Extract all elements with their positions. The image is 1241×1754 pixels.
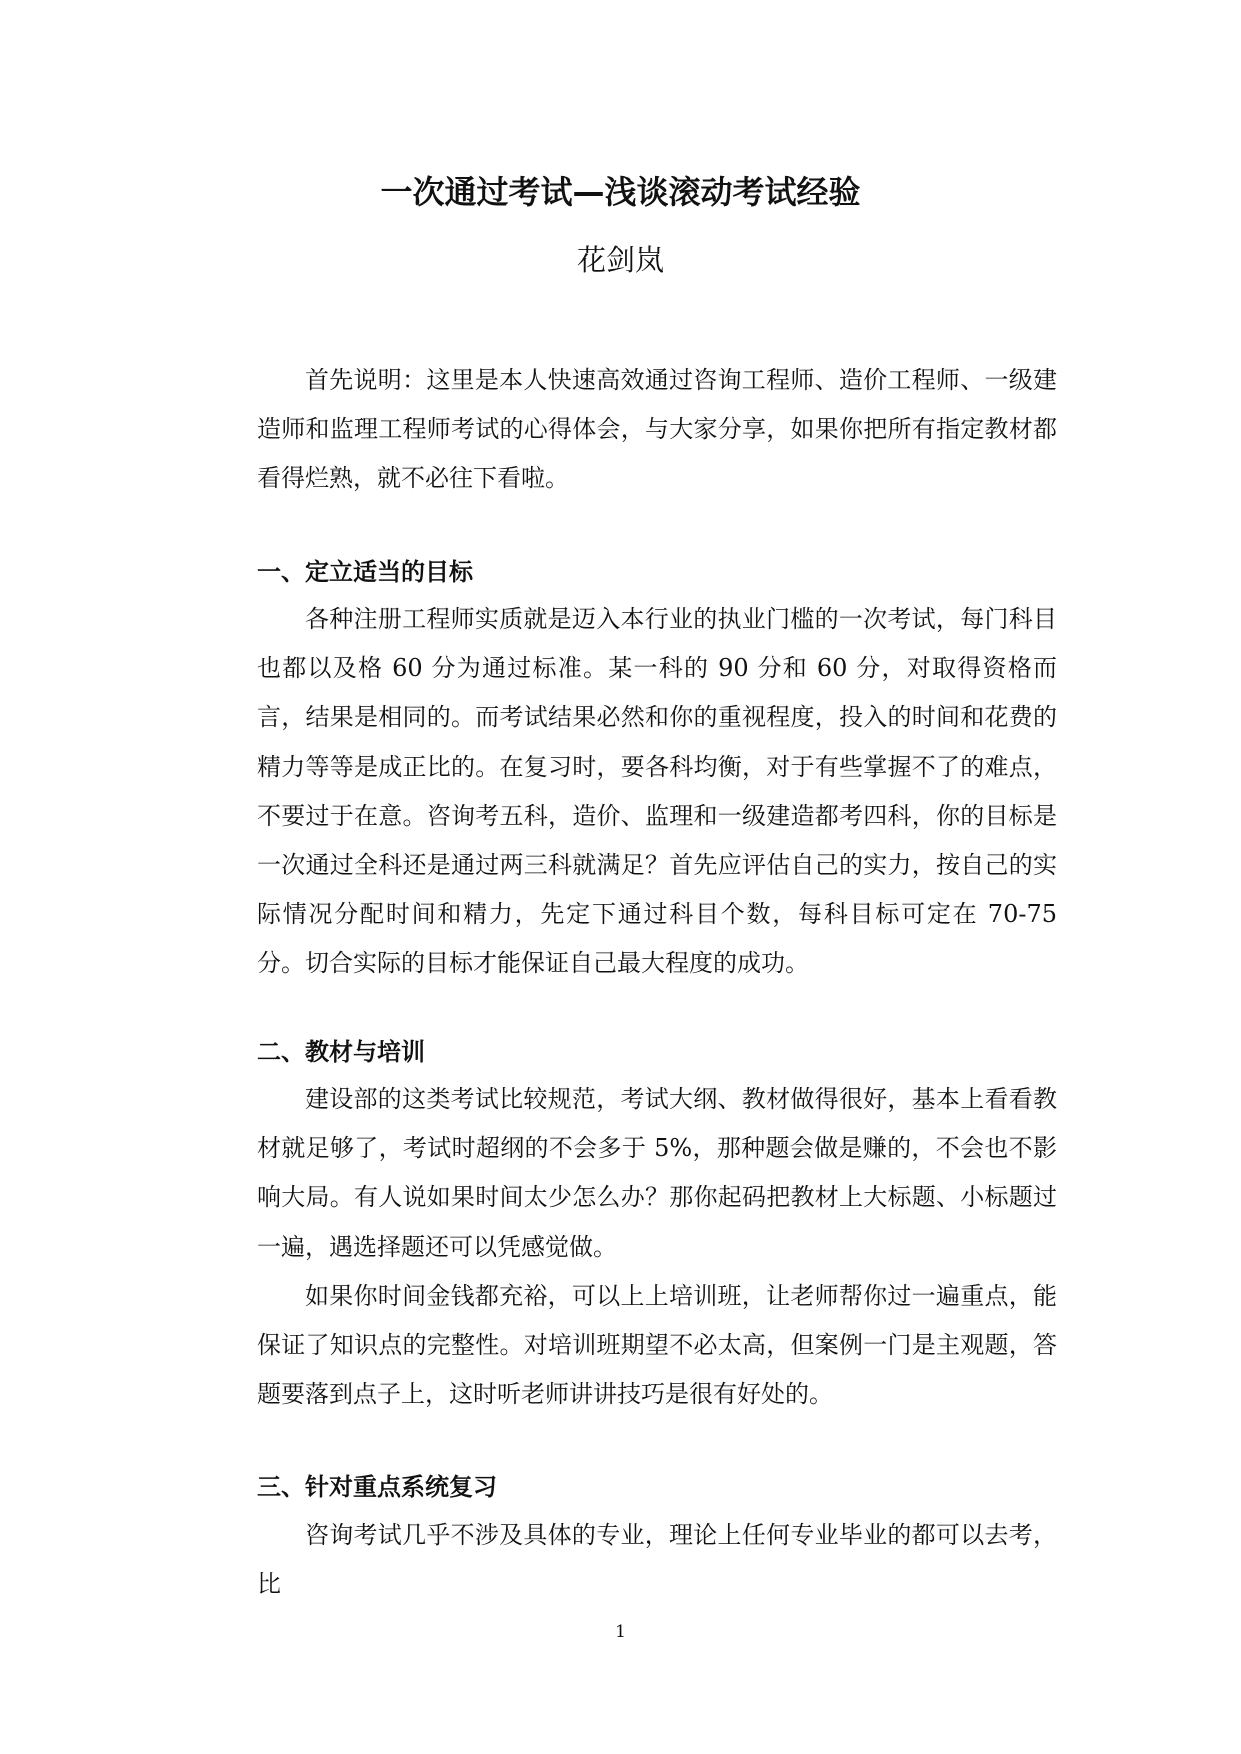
document-title: 一次通过考试—浅谈滚动考试经验 bbox=[380, 173, 861, 211]
section-3-body bbox=[257, 1511, 1057, 1609]
document-author: 花剑岚 bbox=[576, 243, 664, 277]
section-3-paragraph-1: 咨询考试几乎不涉及具体的专业，理论上任何专业毕业的都可以去考，比 bbox=[257, 1521, 1057, 1599]
intro-block bbox=[257, 356, 1057, 504]
section-heading-1: 一、定立适当的目标 bbox=[257, 558, 473, 586]
section-2-paragraph-1: 建设部的这类考试比较规范，考试大纲、教材做得很好，基本上看看教材就足够了，考试时超纲的不会多于 5%，那种题会做是赚的，不会也不影响大局。有人说如果时间太少怎么办？那你起码把教材上大标题、小标题过一遍，遇选择题还可以凭感觉做。 bbox=[257, 1085, 1057, 1261]
section-1-paragraph-1: 各种注册工程师实质就是迈入本行业的执业门槛的一次考试，每门科目也都以及格 60 分为通过标准。某一科的 90 分和 60 分，对取得资格而言，结果是相同的。而考试结果必然和你的重视程度，投入的时间和花费的精力等等是成正比的。在复习时，要各科均衡，对于有些掌握不了的难点，不要过于在意。咨询考五科，造价、监理和一级建造都考四科，你的目标是一次通过全科还是通过两三科就满足？首先应评估自己的实力，按自己的实际情况分配时间和精力，先定下通过科目个数，每科目标可定在 70-75 分。切合实际的目标才能保证自己最大程度的成功。 bbox=[257, 605, 1057, 978]
intro-paragraph: 首先说明：这里是本人快速高效通过咨询工程师、造价工程师、一级建造师和监理工程师考试的心得体会，与大家分享，如果你把所有指定教材都看得烂熟，就不必往下看啦。 bbox=[257, 366, 1057, 493]
section-1-body bbox=[257, 595, 1057, 989]
section-heading-3: 三、针对重点系统复习 bbox=[257, 1473, 497, 1501]
section-heading-2: 二、教材与培训 bbox=[257, 1038, 425, 1066]
section-2-paragraph-2: 如果你时间金钱都充裕，可以上上培训班，让老师帮你过一遍重点，能保证了知识点的完整性。对培训班期望不必太高，但案例一门是主观题，答题要落到点子上，这时听老师讲讲技巧是很有好处的。 bbox=[257, 1281, 1057, 1409]
page-number: 1 bbox=[615, 1622, 626, 1642]
section-2-body bbox=[257, 1075, 1057, 1419]
